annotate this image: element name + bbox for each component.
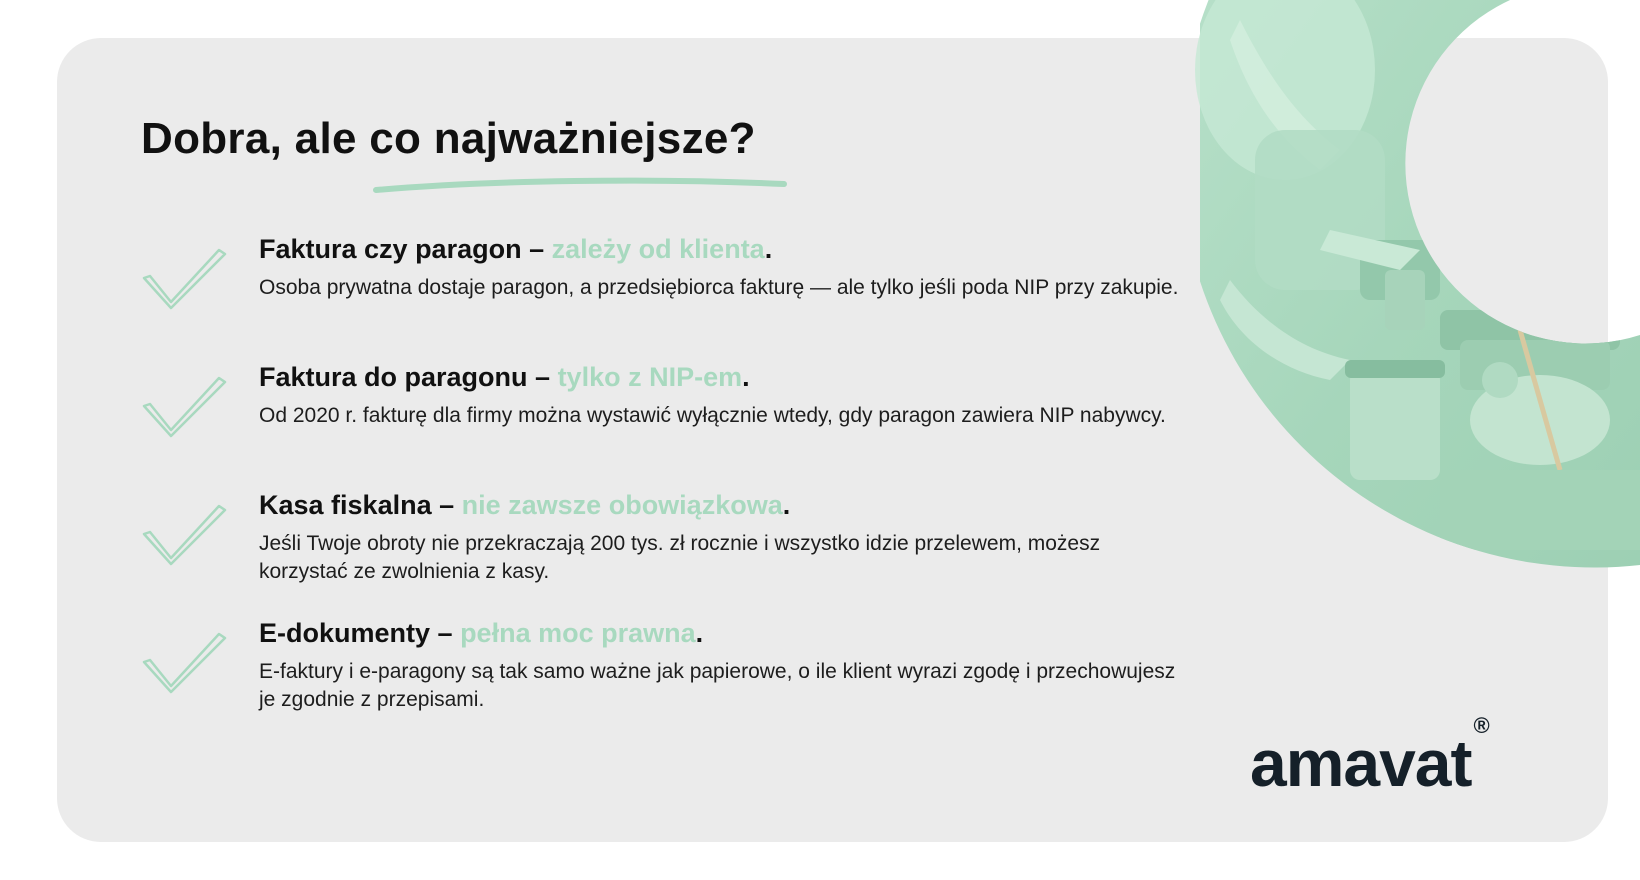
item-title-accent: zależy od klienta [551, 234, 765, 264]
item-title: E-dokumenty – pełna moc prawna. [259, 618, 704, 648]
title-underline-stroke [372, 174, 792, 194]
brand-logo-text: amavat [1250, 726, 1472, 800]
item-title: Faktura czy paragon – zależy od klienta. [259, 234, 773, 264]
item-description: Jeśli Twoje obroty nie przekraczają 200 tys. zł rocznie i wszystko idzie przelewem, możesz korzystać ze zwolnienia z kasy. [259, 532, 1101, 583]
item-title: Faktura do paragonu – tylko z NIP-em. [259, 362, 750, 392]
item-description: E-faktury i e-paragony są tak samo ważne jak papierowe, o ile klient wyrazi zgodę i przechowujesz je zgodnie z przepisami. [259, 660, 1176, 711]
item-title-accent: tylko z NIP-em [557, 362, 743, 392]
item-description: Od 2020 r. fakturę dla firmy można wystawić wyłącznie wtedy, gdy paragon zawiera NIP nabywcy. [259, 404, 1166, 427]
page-title: Dobra, ale co najważniejsze? [141, 114, 756, 163]
brand-logo [1250, 713, 1490, 800]
item-title: Kasa fiskalna – nie zawsze obowiązkowa. [259, 490, 791, 520]
checkmark-icon [141, 376, 227, 442]
item-description: Osoba prywatna dostaje paragon, a przedsiębiorca fakturę — ale tylko jeśli poda NIP przy zakupie. [259, 276, 1179, 299]
checkmark-icon [141, 504, 227, 570]
item-title-accent: nie zawsze obowiązkowa [461, 490, 783, 520]
checkmark-icon [141, 248, 227, 314]
checkmark-icon [141, 632, 227, 698]
registered-mark: ® [1473, 713, 1490, 738]
item-title-accent: pełna moc prawna [460, 618, 696, 648]
